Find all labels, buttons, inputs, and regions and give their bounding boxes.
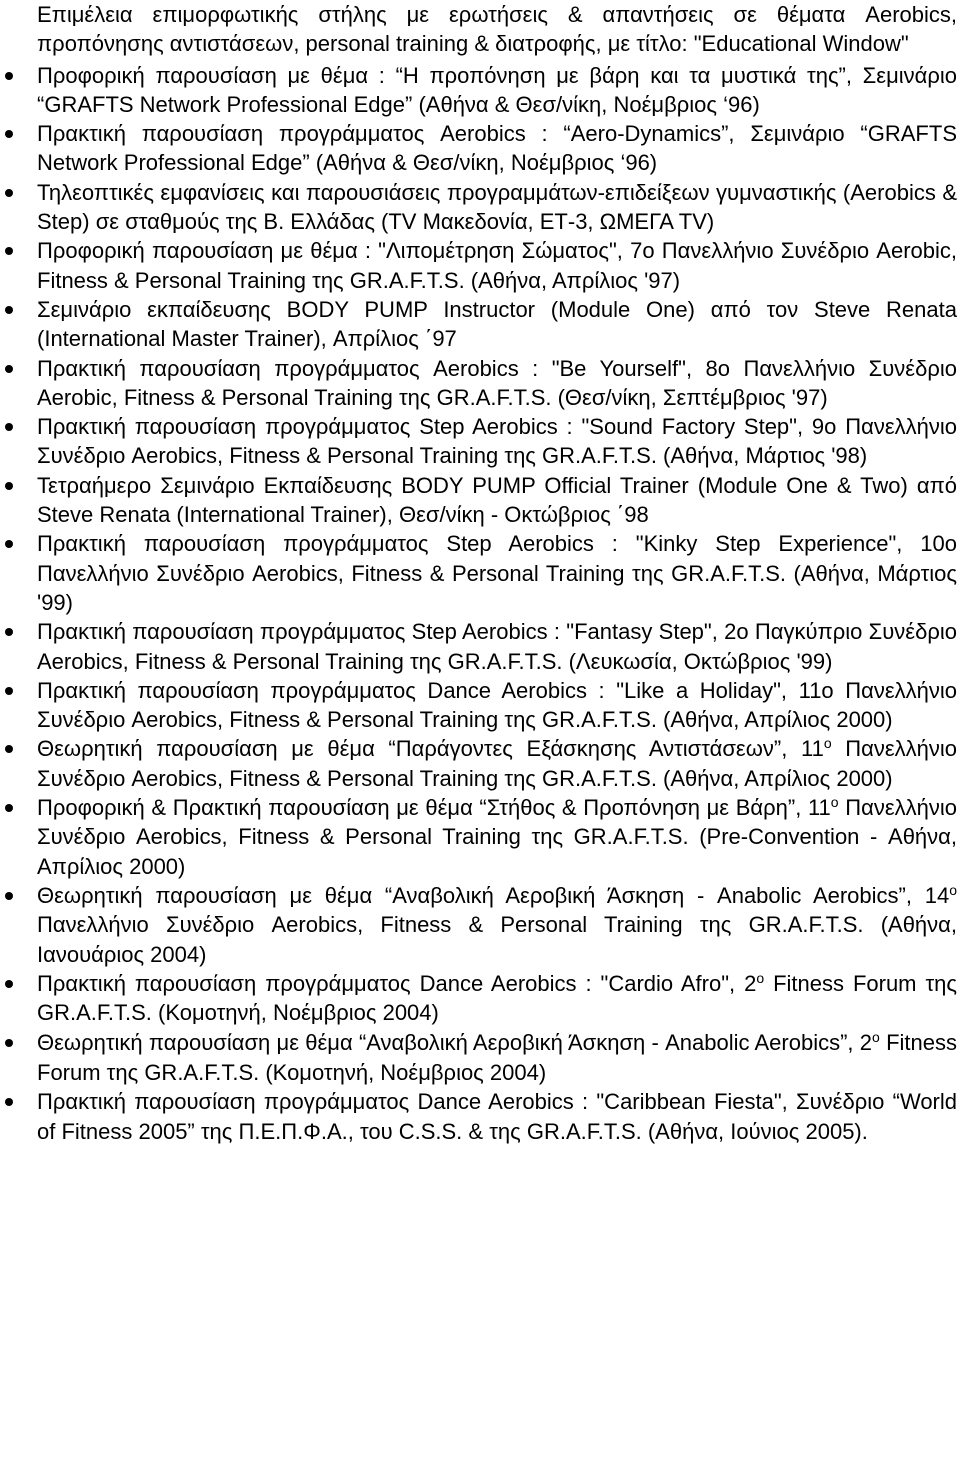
list-item-text: [37, 881, 957, 969]
list-item: [0, 1087, 957, 1146]
bullet-icon: [5, 247, 13, 255]
list-item-text: Πρακτική παρουσίαση προγράμματος Dance Aerobics : "Caribbean Fiesta", Συνέδριο “World of Fitness 2005” της Π.Ε.Π.Φ.Α., του C.S.S. & της GR.A.F.T.S. (Αθήνα, Ιούνιος 2005).: [37, 1089, 957, 1144]
list-item-text: Σεμινάριο εκπαίδευσης BODY PUMP Instructor (Module One) από τον Steve Renata (International Master Trainer), Απρίλιος ΄97: [37, 296, 957, 352]
list-item-text: Πρακτική παρουσίαση προγράμματος Step Aerobics : "Fantasy Step", 2ο Παγκύπριο Συνέδριο Aerobics, Fitness & Personal Training της GR.A.F.T.S. (Λευκωσία, Οκτώβριος '99): [37, 619, 957, 674]
list-item-text: Πρακτική παρουσίαση προγράμματος Step Aerobics : "Sound Factory Step", 9ο Πανελλήνιο Συνέδριο Aerobics, Fitness & Personal Training της GR.A.F.T.S. (Αθήνα, Μάρτιος '98): [37, 414, 957, 469]
list-item: [0, 471, 957, 530]
list-item: [0, 61, 957, 120]
list-item: [0, 236, 957, 295]
list-item: [0, 881, 957, 969]
list-item-text-end: Πανελλήνιο Συνέδριο Aerobics, Fitness & Personal Training της GR.A.F.T.S. (Pre-Convention - Αθήνα, Απρίλιος 2000): [37, 795, 957, 879]
list-item: [0, 529, 957, 617]
list-item-text-end: Πανελλήνιο Συνέδριο Aerobics, Fitness & Personal Training της GR.A.F.T.S. (Αθήνα, Ιανουάριος 2004): [37, 912, 957, 967]
ordinal-suffix: ο: [949, 881, 957, 898]
ordinal-suffix: ο: [872, 1028, 880, 1045]
list-item-text: Τηλεοπτικές εμφανίσεις και παρουσιάσεις προγραμμάτων-επιδείξεων γυμναστικής (Aerobics & Step) σε σταθμούς της Β. Ελλάδας (TV Μακεδονία, ΕΤ-3, ΩΜΕΓΑ TV): [37, 179, 957, 235]
list-item: [0, 119, 957, 178]
list-item-text: Πρακτική παρουσίαση προγράμματος Dance Aerobics : "Like a Holiday", 11ο Πανελλήνιο Συνέδριο Aerobics, Fitness & Personal Training της GR.A.F.T.S. (Αθήνα, Απρίλιος 2000): [37, 677, 957, 733]
bullet-icon: [5, 1098, 13, 1106]
bullet-icon: [5, 980, 13, 988]
list-item-text-end: Fitness Forum της GR.A.F.T.S. (Κομοτηνή, Νοέμβριος 2004): [37, 970, 957, 1026]
list-item-text-start: Θεωρητική παρουσίαση με θέμα “Παράγοντες Εξάσκησης Αντιστάσεων”, 11: [37, 736, 824, 762]
list-item: [0, 617, 957, 676]
list-item-text-start: Πρακτική παρουσίαση προγράμματος Dance Aerobics : "Cardio Afro", 2: [37, 970, 757, 996]
list-item-text: Τετραήμερο Σεμινάριο Εκπαίδευσης BODY PUMP Official Trainer (Module One & Two) από Steve Renata (International Trainer), Θεσ/νίκη - Οκτώβριος ΄98: [37, 472, 957, 528]
list-item: [0, 178, 957, 237]
list-item-text: [37, 1028, 957, 1087]
list-item-text-end: Πανελλήνιο Συνέδριο Aerobics, Fitness & Personal Training της GR.A.F.T.S. (Αθήνα, Απρίλιος 2000): [37, 736, 957, 791]
list-item: [0, 295, 957, 354]
list-item: [0, 412, 957, 471]
list-item: [0, 1028, 957, 1087]
list-item: [0, 676, 957, 735]
bullet-icon: [5, 745, 13, 753]
list-item-text-start: Θεωρητική παρουσίαση με θέμα “Αναβολική Αεροβική Άσκηση - Anabolic Aerobics”, 14: [37, 882, 950, 908]
list-item: [0, 793, 957, 881]
bullet-icon: [5, 540, 13, 548]
bullet-icon: [5, 804, 13, 812]
list-item-text: [37, 734, 957, 793]
ordinal-suffix: ο: [823, 735, 832, 752]
list-item: [0, 969, 957, 1028]
bullet-icon: [5, 628, 13, 636]
list-item-text: Πρακτική παρουσίαση προγράμματος Aerobics : "Be Yourself", 8ο Πανελλήνιο Συνέδριο Aerobic, Fitness & Personal Training της GR.A.F.T.S. (Θεσ/νίκη, Σεπτέμβριος '97): [37, 355, 957, 410]
bullet-icon: [5, 1039, 13, 1047]
ordinal-suffix: ο: [830, 794, 839, 811]
list-item-text-start: Θεωρητική παρουσίαση με θέμα “Αναβολική Αεροβική Άσκηση - Anabolic Aerobics”, 2: [37, 1029, 873, 1055]
list-item: [0, 0, 957, 59]
list-item: [0, 354, 957, 413]
list-item-text-end: Fitness Forum της GR.A.F.T.S. (Κομοτηνή, Νοέμβριος 2004): [37, 1029, 957, 1085]
list-item-text-start: Προφορική & Πρακτική παρουσίαση με θέμα “Στήθος & Προπόνηση με Βάρη”, 11: [37, 795, 831, 821]
bullet-icon: [5, 130, 13, 138]
list-item-text: Πρακτική παρουσίαση προγράμματος Aerobics : “Aero-Dynamics”, Σεμινάριο “GRAFTS Network Professional Edge” (Αθήνα & Θεσ/νίκη, Νοέμβριος ‘96): [37, 121, 957, 176]
list-item: [0, 734, 957, 793]
list-item-text: [37, 969, 957, 1028]
list-item-text: [37, 793, 957, 881]
bullet-icon: [5, 687, 13, 695]
list-item-text: Προφορική παρουσίαση με θέμα : “Η προπόνηση με βάρη και τα μυστικά της”, Σεμινάριο “GRAFTS Network Professional Edge” (Αθήνα & Θεσ/νίκη, Νοέμβριος ‘96): [37, 62, 957, 117]
bullet-icon: [5, 482, 13, 490]
list-item-text: Επιμέλεια επιμορφωτικής στήλης με ερωτήσεις & απαντήσεις σε θέματα Aerobics, προπόνησης αντιστάσεων, personal training & διατροφής, με τίτλο: "Educational Window": [37, 2, 957, 57]
bullet-icon: [5, 306, 13, 314]
bullet-icon: [5, 72, 13, 80]
bullet-icon: [5, 189, 13, 197]
bullet-icon: [5, 365, 13, 373]
ordinal-suffix: ο: [756, 969, 765, 986]
bullet-icon: [5, 423, 13, 431]
bullet-icon: [5, 892, 13, 900]
list-item-text: Πρακτική παρουσίαση προγράμματος Step Aerobics : "Kinky Step Experience", 10ο Πανελλήνιο Συνέδριο Aerobics, Fitness & Personal Training της GR.A.F.T.S. (Αθήνα, Μάρτιος '99): [37, 531, 957, 615]
list-item-text: Προφορική παρουσίαση με θέμα : "Λιπομέτρηση Σώματος", 7ο Πανελλήνιο Συνέδριο Aerobic, Fitness & Personal Training της GR.A.F.T.S. (Αθήνα, Απρίλιος '97): [37, 238, 957, 293]
